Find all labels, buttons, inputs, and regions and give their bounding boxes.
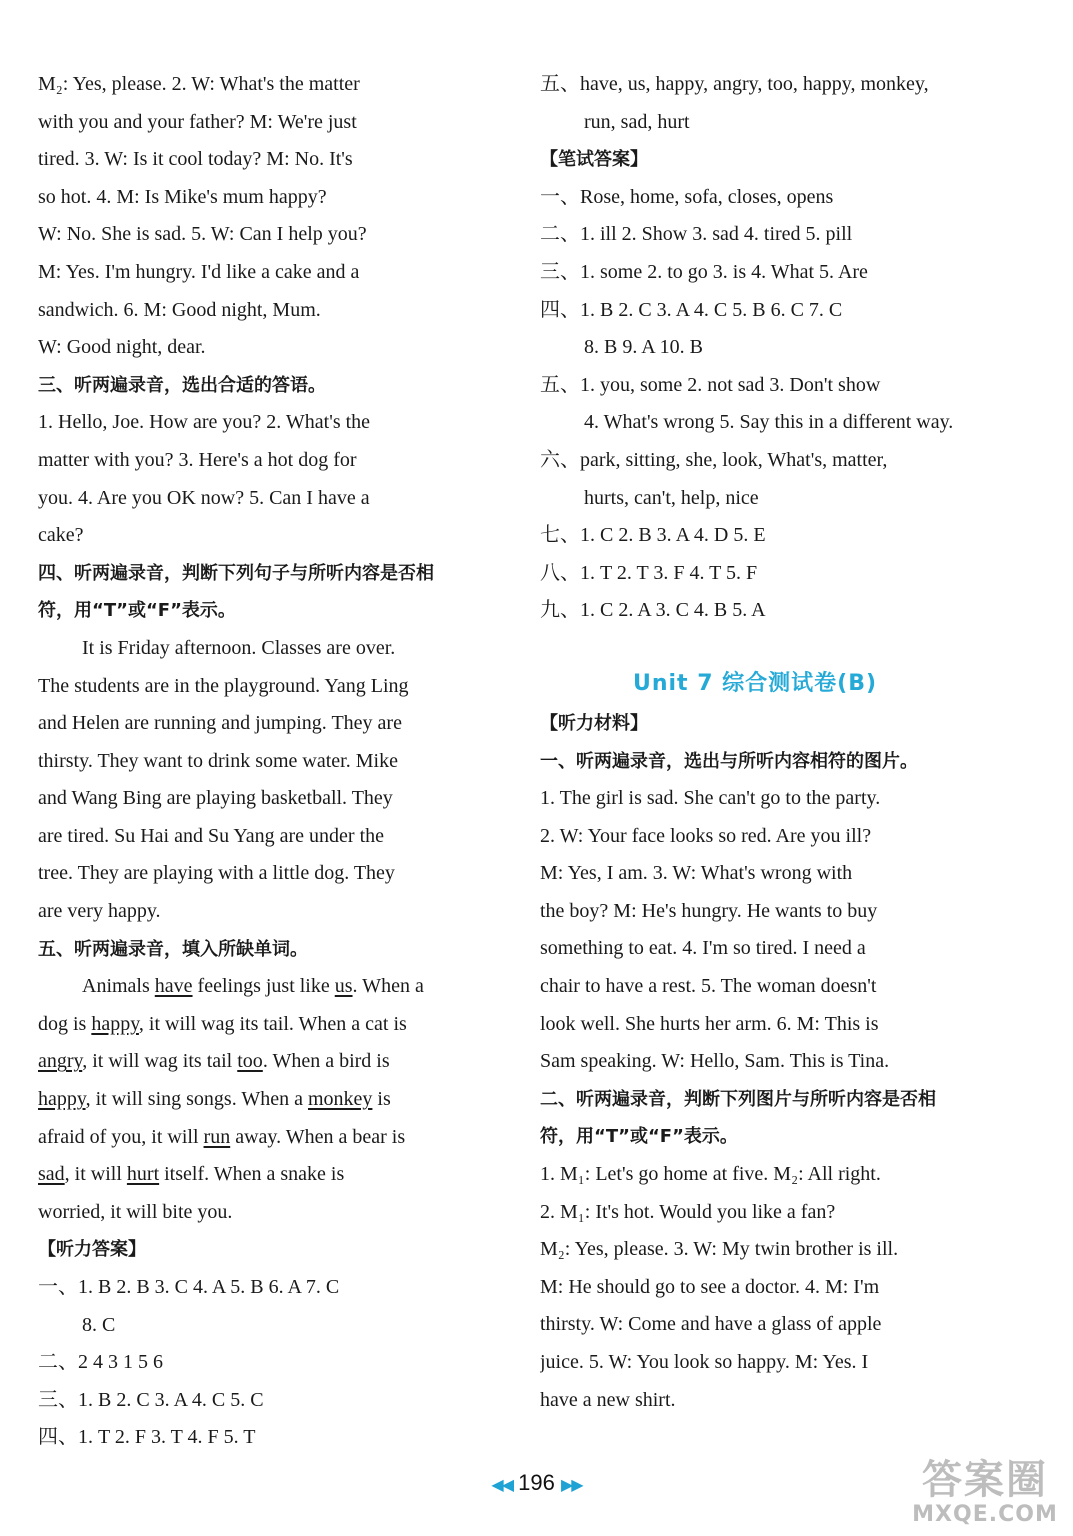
section-heading-4-cont: 符，用“T”或“F”表示。 bbox=[38, 600, 236, 622]
answer-line: 四、1. T 2. F 3. T 4. F 5. T bbox=[38, 1426, 256, 1449]
text-line: M₂: Yes, please. 2. W: What's the matter bbox=[38, 73, 360, 95]
filled-word: too bbox=[237, 1050, 263, 1073]
text-line: cake? bbox=[38, 524, 84, 547]
passage-line: and Wang Bing are playing basketball. They bbox=[38, 787, 393, 810]
unit-title: Unit 7 综合测试卷(B) bbox=[632, 671, 878, 696]
text-line: thirsty. W: Come and have a glass of apple bbox=[540, 1313, 882, 1336]
fill-line bbox=[38, 968, 508, 1006]
answer-line: 8. B 9. A 10. B bbox=[584, 336, 703, 359]
answer-line: 五、have, us, happy, angry, too, happy, monkey, bbox=[540, 73, 929, 95]
answer-line: run, sad, hurt bbox=[584, 110, 690, 133]
text-line: 1. The girl is sad. She can't go to the party. bbox=[540, 787, 881, 810]
text: , it will bbox=[64, 1163, 127, 1186]
next-arrows-icon: ▶▶ bbox=[560, 1477, 582, 1494]
text: afraid of you, it will bbox=[38, 1125, 204, 1148]
watermark-bottom: MXQE.COM bbox=[912, 1502, 1058, 1527]
right-column bbox=[540, 66, 1020, 1419]
written-answers-heading: 【笔试答案】 bbox=[540, 149, 648, 171]
answer-line: hurts, can't, help, nice bbox=[584, 486, 759, 509]
text-line: M: He should go to see a doctor. 4. M: I'm bbox=[540, 1275, 880, 1298]
text-line: tired. 3. W: Is it cool today? M: No. It's bbox=[38, 148, 353, 171]
answer-line: 六、park, sitting, she, look, What's, matter, bbox=[540, 448, 888, 471]
filled-word: us bbox=[334, 975, 353, 998]
section-heading-3: 三、听两遍录音，选出合适的答语。 bbox=[38, 374, 326, 396]
text-line: 2. W: Your face looks so red. Are you ill? bbox=[540, 824, 872, 847]
section-heading-2-cont: 符，用“T”或“F”表示。 bbox=[540, 1126, 738, 1148]
text-line: you. 4. Are you OK now? 5. Can I have a bbox=[38, 486, 370, 509]
text-line: chair to have a rest. 5. The woman doesn't bbox=[540, 975, 877, 998]
answer-line: 二、2 4 3 1 5 6 bbox=[38, 1351, 163, 1374]
text: dog is bbox=[38, 1012, 92, 1035]
text: away. When a bear is bbox=[230, 1125, 406, 1148]
passage-line: tree. They are playing with a little dog. They bbox=[38, 862, 395, 885]
text-line: the boy? M: He's hungry. He wants to buy bbox=[540, 899, 878, 922]
text-line: 1. Hello, Joe. How are you? 2. What's the bbox=[38, 411, 371, 434]
text-line: M: Yes, I am. 3. W: What's wrong with bbox=[540, 862, 853, 885]
filled-word: have bbox=[154, 975, 193, 998]
filled-word: hurt bbox=[126, 1163, 160, 1186]
answer-line: 七、1. C 2. B 3. A 4. D 5. E bbox=[540, 524, 766, 547]
text: . When a bbox=[352, 975, 424, 998]
answer-line: 一、Rose, home, sofa, closes, opens bbox=[540, 185, 834, 208]
text-line: something to eat. 4. I'm so tired. I need a bbox=[540, 937, 866, 960]
passage-line: are tired. Su Hai and Su Yang are under the bbox=[38, 824, 385, 847]
text-line: with you and your father? M: We're just bbox=[38, 110, 357, 133]
filled-word: happy bbox=[38, 1088, 86, 1111]
fill-line bbox=[38, 1156, 508, 1194]
passage-line: and Helen are running and jumping. They are bbox=[38, 712, 402, 735]
answer-line: 三、1. some 2. to go 3. is 4. What 5. Are bbox=[540, 260, 868, 283]
listening-answers-heading: 【听力答案】 bbox=[38, 1239, 146, 1261]
watermark-top: 答案圈 bbox=[922, 1457, 1048, 1503]
fill-line bbox=[38, 1119, 508, 1157]
text: , it will sing songs. When a bbox=[85, 1088, 308, 1111]
passage-line: thirsty. They want to drink some water. Mike bbox=[38, 749, 398, 772]
text-line: M₂: Yes, please. 3. W: My twin brother is ill. bbox=[540, 1238, 899, 1261]
passage-line: The students are in the playground. Yang Ling bbox=[38, 674, 409, 697]
passage-line: It is Friday afternoon. Classes are over. bbox=[82, 636, 396, 659]
text-line: 1. M₁: Let's go home at five. M₂: All right. bbox=[540, 1163, 881, 1186]
text-line: matter with you? 3. Here's a hot dog for bbox=[38, 448, 357, 471]
fill-line bbox=[38, 1081, 508, 1119]
passage-line: are very happy. bbox=[38, 900, 161, 923]
text-line: look well. She hurts her arm. 6. M: This is bbox=[540, 1012, 879, 1035]
watermark-logo bbox=[905, 1458, 1065, 1530]
fill-line: worried, it will bite you. bbox=[38, 1200, 233, 1223]
fill-line bbox=[38, 1006, 508, 1044]
answer-line: 二、1. ill 2. Show 3. sad 4. tired 5. pill bbox=[540, 223, 853, 246]
text-line: Sam speaking. W: Hello, Sam. This is Tina. bbox=[540, 1050, 890, 1073]
prev-arrows-icon: ◀◀ bbox=[491, 1477, 513, 1494]
text-line: W: No. She is sad. 5. W: Can I help you? bbox=[38, 223, 367, 246]
answer-line: 8. C bbox=[82, 1313, 116, 1336]
fill-line bbox=[38, 1043, 508, 1081]
answer-line: 九、1. C 2. A 3. C 4. B 5. A bbox=[540, 599, 766, 622]
filled-word: monkey bbox=[307, 1088, 373, 1111]
answer-line: 一、1. B 2. B 3. C 4. A 5. B 6. A 7. C bbox=[38, 1276, 340, 1298]
page-number: 196 bbox=[518, 1470, 555, 1495]
section-heading-5: 五、听两遍录音，填入所缺单词。 bbox=[38, 938, 308, 960]
text: is bbox=[372, 1088, 391, 1111]
section-heading-1: 一、听两遍录音，选出与所听内容相符的图片。 bbox=[540, 750, 918, 772]
answer-line: 五、1. you, some 2. not sad 3. Don't show bbox=[540, 373, 881, 396]
answer-line: 三、1. B 2. C 3. A 4. C 5. C bbox=[38, 1388, 264, 1411]
text: feelings just like bbox=[192, 975, 335, 998]
text: , it will wag its tail bbox=[82, 1050, 238, 1073]
text-line: so hot. 4. M: Is Mike's mum happy? bbox=[38, 185, 327, 208]
text-line: juice. 5. W: You look so happy. M: Yes. I bbox=[540, 1351, 869, 1373]
text-line: sandwich. 6. M: Good night, Mum. bbox=[38, 298, 321, 321]
text-line: W: Good night, dear. bbox=[38, 336, 206, 359]
answer-line: 4. What's wrong 5. Say this in a different way. bbox=[584, 411, 954, 434]
section-heading-2: 二、听两遍录音，判断下列图片与所听内容是否相 bbox=[540, 1088, 936, 1110]
section-heading-4: 四、听两遍录音，判断下列句子与所听内容是否相 bbox=[38, 562, 434, 584]
answer-line: 八、1. T 2. T 3. F 4. T 5. F bbox=[540, 561, 758, 584]
filled-word: angry bbox=[38, 1050, 83, 1073]
text: , it will wag its tail. When a cat is bbox=[138, 1012, 407, 1035]
text-line: M: Yes. I'm hungry. I'd like a cake and a bbox=[38, 260, 360, 283]
text: . When a bird is bbox=[262, 1050, 390, 1073]
filled-word: happy bbox=[91, 1012, 139, 1035]
filled-word: run bbox=[203, 1125, 231, 1148]
text: Animals bbox=[82, 975, 155, 998]
text-line: have a new shirt. bbox=[540, 1388, 676, 1411]
listening-material-heading: 【听力材料】 bbox=[540, 712, 648, 734]
text: itself. When a snake is bbox=[159, 1163, 345, 1186]
text-line: 2. M₁: It's hot. Would you like a fan? bbox=[540, 1200, 836, 1223]
filled-word: sad bbox=[38, 1163, 65, 1186]
answer-line: 四、1. B 2. C 3. A 4. C 5. B 6. C 7. C bbox=[540, 298, 843, 321]
left-column bbox=[38, 66, 508, 1457]
